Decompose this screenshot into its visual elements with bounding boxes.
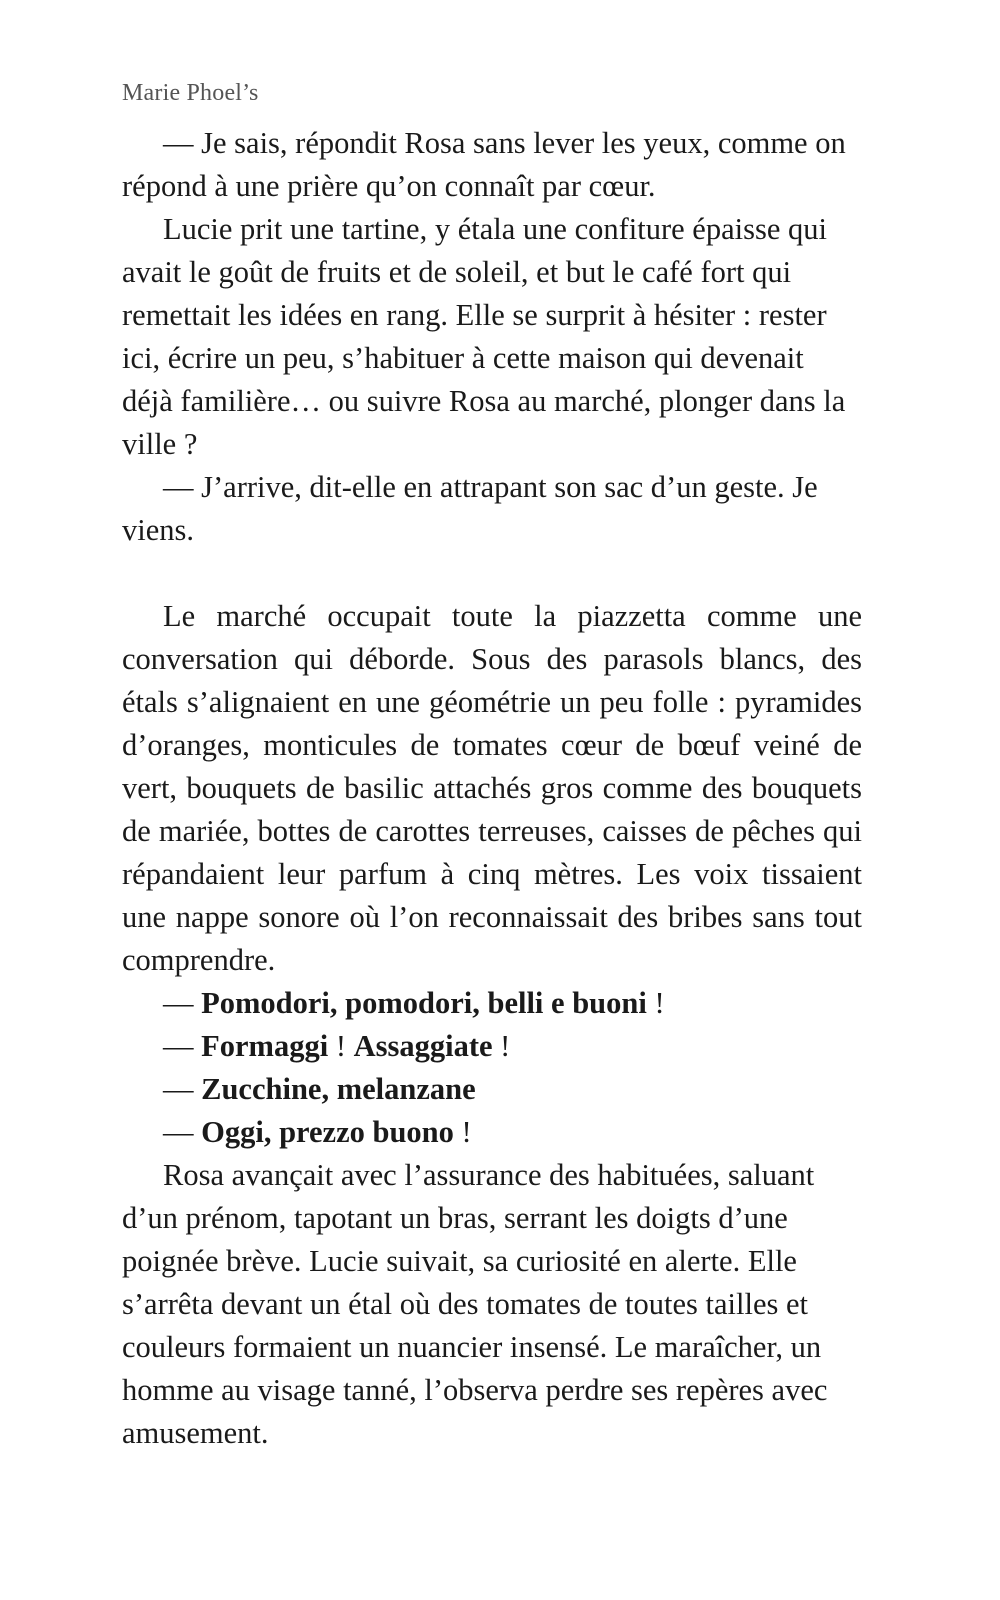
vendor-call-2 (122, 1025, 862, 1068)
vendor-call-3 (122, 1068, 862, 1111)
vendor-call-1 (122, 982, 862, 1025)
vendor-call-text: Assaggiate (353, 1029, 493, 1063)
dash: — (163, 1029, 202, 1063)
vendor-call-4 (122, 1111, 862, 1154)
paragraph-market-description: Le marché occupait toute la piazzetta comme une conversation qui déborde. Sous des parasols blancs, des étals s’alignaient en une géométrie un peu folle : pyramides d’oranges, monticules de tomates cœur de bœuf veiné de vert, bouquets de basilic attachés gros comme des bouquets de mariée, bottes de carottes terreuses, caisses de pêches qui répandaient leur parfum à cinq mètres. Les voix tissaient une nappe sonore où l’on reconnaissait des bribes sans tout comprendre. (122, 599, 862, 977)
dash: — (163, 1072, 202, 1106)
paragraph-dialogue-lucie: — J’arrive, dit-elle en attrapant son sac d’un geste. Je viens. (122, 470, 818, 547)
punctuation: ! (646, 986, 665, 1020)
paragraph-dialogue-rosa: — Je sais, répondit Rosa sans lever les yeux, comme on répond à une prière qu’on connaît par cœur. (122, 126, 846, 203)
vendor-call-text: Pomodori, pomodori, belli e buoni (201, 986, 647, 1020)
punctuation: ! (453, 1115, 472, 1149)
body-text (122, 122, 862, 1455)
paragraph-lucie-breakfast: Lucie prit une tartine, y étala une confiture épaisse qui avait le goût de fruits et de soleil, et but le café fort qui remettait les idées en rang. Elle se surprit à hésiter : rester ici, écrire un peu, s’habituer à cette maison qui devenait déjà familière… ou suivre Rosa au marché, plonger dans la ville ? (122, 212, 846, 461)
vendor-call-text: Zucchine, melanzane (201, 1072, 476, 1106)
vendor-call-text: Formaggi (201, 1029, 329, 1063)
dash: — (163, 986, 202, 1020)
vendor-call-text: Oggi, prezzo buono (201, 1115, 454, 1149)
paragraph-rosa-market-walk: Rosa avançait avec l’assurance des habituées, saluant d’un prénom, tapotant un bras, serrant les doigts d’une poignée brève. Lucie suivait, sa curiosité en alerte. Elle s’arrêta devant un étal où des tomates de toutes tailles et couleurs formaient un nuancier insensé. Le maraîcher, un homme au visage tanné, l’observa perdre ses repères avec amusement. (122, 1158, 828, 1450)
dash: — (163, 1115, 202, 1149)
punctuation: ! (328, 1029, 354, 1063)
running-header: Marie Phoel’s (122, 80, 259, 106)
punctuation: ! (492, 1029, 511, 1063)
